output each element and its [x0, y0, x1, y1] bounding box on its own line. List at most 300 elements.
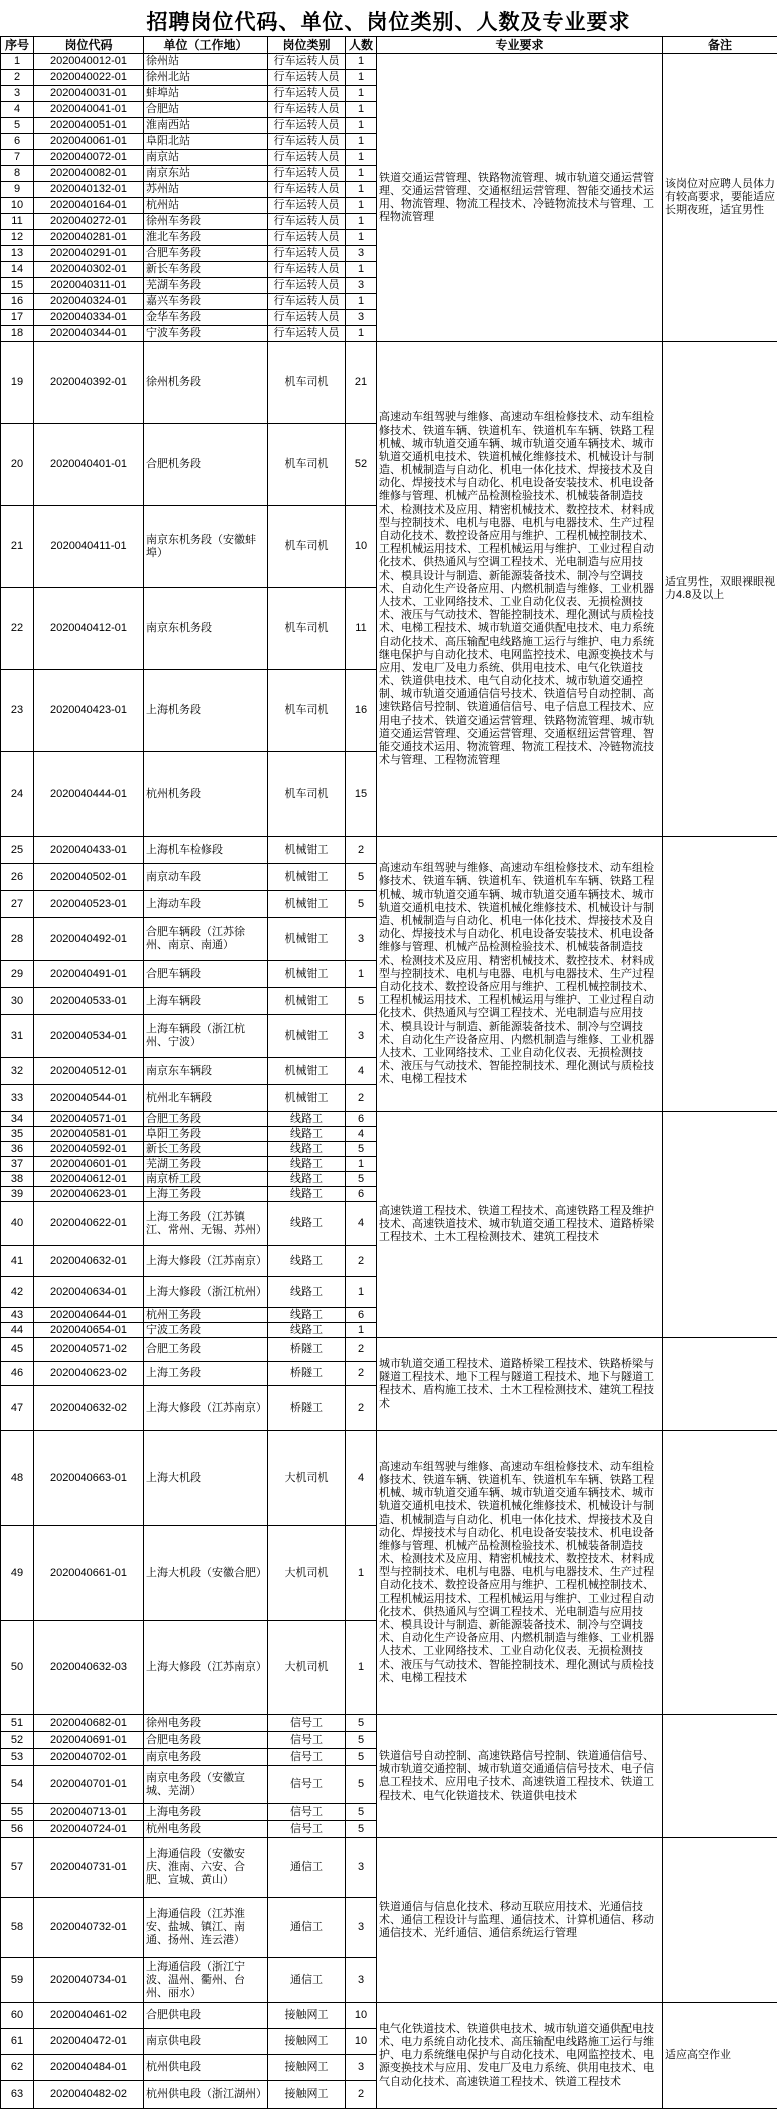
cell-code: 2020040571-01 [34, 1112, 144, 1127]
cell-category: 信号工 [268, 1715, 346, 1732]
cell-unit: 南京电务段 [144, 1749, 268, 1766]
cell-count: 5 [346, 1749, 377, 1766]
cell-category: 通信工 [268, 1838, 346, 1898]
cell-unit: 合肥车辆段 [144, 961, 268, 988]
cell-count: 1 [346, 150, 377, 166]
cell-unit: 宁波车务段 [144, 326, 268, 342]
cell-unit: 上海通信段（江苏淮安、盐城、镇江、南通、扬州、连云港） [144, 1898, 268, 1958]
cell-count: 1 [346, 1157, 377, 1172]
cell-unit: 淮南西站 [144, 118, 268, 134]
cell-unit: 上海机车检修段 [144, 837, 268, 864]
cell-seq: 55 [1, 1804, 34, 1821]
cell-count: 1 [346, 86, 377, 102]
cell-code: 2020040713-01 [34, 1804, 144, 1821]
cell-code: 2020040534-01 [34, 1015, 144, 1058]
cell-category: 行车运转人员 [268, 198, 346, 214]
cell-category: 机械钳工 [268, 837, 346, 864]
cell-unit: 阜阳工务段 [144, 1127, 268, 1142]
cell-unit: 蚌埠站 [144, 86, 268, 102]
table-row [1, 1338, 777, 1362]
cell-category: 行车运转人员 [268, 230, 346, 246]
cell-seq: 6 [1, 134, 34, 150]
cell-seq: 30 [1, 988, 34, 1015]
cell-unit: 合肥站 [144, 102, 268, 118]
cell-remark: 适宜男性，双眼裸眼视力4.8及以上 [663, 342, 777, 837]
cell-unit: 南京桥工段 [144, 1172, 268, 1187]
cell-code: 2020040622-01 [34, 1202, 144, 1246]
cell-unit: 南京站 [144, 150, 268, 166]
cell-category: 机械钳工 [268, 1015, 346, 1058]
cell-count: 10 [346, 506, 377, 588]
cell-count: 1 [346, 182, 377, 198]
cell-unit: 上海工务段（江苏镇江、常州、无锡、苏州） [144, 1202, 268, 1246]
cell-seq: 7 [1, 150, 34, 166]
table-row [1, 1431, 777, 1526]
cell-count: 5 [346, 1732, 377, 1749]
cell-seq: 23 [1, 670, 34, 752]
cell-code: 2020040612-01 [34, 1172, 144, 1187]
cell-category: 行车运转人员 [268, 214, 346, 230]
cell-count: 3 [346, 2055, 377, 2081]
cell-count: 2 [346, 1085, 377, 1112]
cell-count: 1 [346, 1277, 377, 1308]
cell-requirement: 铁道信号自动控制、高速铁路信号控制、铁道通信信号、城市轨道交通控制、城市轨道交通通信信号技术、电子信息工程技术、应用电子技术、高速铁道工程技术、铁道工程技术、电气化铁道技术、铁道供电技术 [377, 1715, 663, 1838]
cell-count: 4 [346, 1127, 377, 1142]
cell-code: 2020040433-01 [34, 837, 144, 864]
cell-code: 2020040581-01 [34, 1127, 144, 1142]
cell-unit: 芜湖工务段 [144, 1157, 268, 1172]
cell-category: 桥隧工 [268, 1338, 346, 1362]
cell-code: 2020040132-01 [34, 182, 144, 198]
table-row [1, 342, 777, 424]
cell-count: 15 [346, 752, 377, 837]
cell-count: 10 [346, 2029, 377, 2055]
cell-category: 线路工 [268, 1277, 346, 1308]
cell-seq: 10 [1, 198, 34, 214]
cell-category: 行车运转人员 [268, 294, 346, 310]
table-row [1, 1112, 777, 1127]
cell-code: 2020040281-01 [34, 230, 144, 246]
cell-code: 2020040601-01 [34, 1157, 144, 1172]
cell-category: 行车运转人员 [268, 70, 346, 86]
cell-category: 行车运转人员 [268, 310, 346, 326]
cell-code: 2020040592-01 [34, 1142, 144, 1157]
cell-unit: 南京东车辆段 [144, 1058, 268, 1085]
cell-seq: 48 [1, 1431, 34, 1526]
cell-unit: 新长车务段 [144, 262, 268, 278]
cell-unit: 合肥供电段 [144, 2003, 268, 2029]
cell-category: 线路工 [268, 1187, 346, 1202]
cell-category: 线路工 [268, 1308, 346, 1323]
cell-seq: 18 [1, 326, 34, 342]
cell-code: 2020040724-01 [34, 1821, 144, 1838]
cell-seq: 12 [1, 230, 34, 246]
cell-code: 2020040344-01 [34, 326, 144, 342]
cell-count: 1 [346, 70, 377, 86]
cell-count: 1 [346, 1526, 377, 1621]
cell-code: 2020040324-01 [34, 294, 144, 310]
cell-category: 机车司机 [268, 670, 346, 752]
cell-count: 3 [346, 1898, 377, 1958]
cell-unit: 徐州车务段 [144, 214, 268, 230]
cell-seq: 17 [1, 310, 34, 326]
cell-count: 3 [346, 246, 377, 262]
cell-count: 2 [346, 1386, 377, 1431]
cell-count: 3 [346, 310, 377, 326]
cell-category: 桥隧工 [268, 1386, 346, 1431]
cell-category: 线路工 [268, 1323, 346, 1338]
cell-count: 5 [346, 1766, 377, 1804]
cell-seq: 31 [1, 1015, 34, 1058]
cell-count: 1 [346, 230, 377, 246]
cell-unit: 新长工务段 [144, 1142, 268, 1157]
cell-unit: 淮北车务段 [144, 230, 268, 246]
cell-seq: 21 [1, 506, 34, 588]
cell-unit: 上海大修段（江苏南京） [144, 1386, 268, 1431]
cell-requirement: 高速铁道工程技术、铁道工程技术、高速铁路工程及维护技术、高速铁道技术、城市轨道交通工程技术、道路桥梁工程技术、土木工程检测技术、建筑工程技术 [377, 1112, 663, 1338]
cell-unit: 上海通信段（浙江宁波、温州、衢州、台州、丽水） [144, 1958, 268, 2003]
cell-seq: 53 [1, 1749, 34, 1766]
cell-code: 2020040061-01 [34, 134, 144, 150]
cell-unit: 徐州机务段 [144, 342, 268, 424]
cell-code: 2020040623-01 [34, 1187, 144, 1202]
cell-category: 信号工 [268, 1749, 346, 1766]
table-row [1, 837, 777, 864]
cell-count: 4 [346, 1202, 377, 1246]
cell-unit: 嘉兴车务段 [144, 294, 268, 310]
cell-count: 2 [346, 1362, 377, 1386]
header-row [1, 37, 777, 54]
cell-unit: 合肥车务段 [144, 246, 268, 262]
cell-category: 行车运转人员 [268, 182, 346, 198]
cell-category: 接触网工 [268, 2081, 346, 2109]
cell-category: 机械钳工 [268, 891, 346, 918]
cell-count: 5 [346, 891, 377, 918]
cell-seq: 28 [1, 918, 34, 961]
cell-unit: 徐州站 [144, 54, 268, 70]
cell-code: 2020040682-01 [34, 1715, 144, 1732]
cell-category: 机车司机 [268, 506, 346, 588]
cell-unit: 上海电务段 [144, 1804, 268, 1821]
cell-seq: 34 [1, 1112, 34, 1127]
cell-unit: 芜湖车务段 [144, 278, 268, 294]
cell-unit: 合肥机务段 [144, 424, 268, 506]
cell-seq: 4 [1, 102, 34, 118]
cell-category: 行车运转人员 [268, 262, 346, 278]
cell-category: 信号工 [268, 1804, 346, 1821]
cell-unit: 南京东站 [144, 166, 268, 182]
cell-category: 通信工 [268, 1898, 346, 1958]
cell-seq: 15 [1, 278, 34, 294]
cell-remark: 该岗位对应聘人员体力有较高要求，要能适应长期夜班，适宜男性 [663, 54, 777, 342]
cell-category: 行车运转人员 [268, 102, 346, 118]
cell-unit: 杭州电务段 [144, 1821, 268, 1838]
cell-seq: 51 [1, 1715, 34, 1732]
cell-code: 2020040401-01 [34, 424, 144, 506]
cell-count: 4 [346, 1431, 377, 1526]
cell-unit: 上海通信段（安徽安庆、淮南、六安、合肥、宣城、黄山） [144, 1838, 268, 1898]
cell-requirement: 高速动车组驾驶与维修、高速动车组检修技术、动车组检修技术、铁道车辆、铁道机车、铁道机车车辆、铁路工程机械、城市轨道交通车辆、城市轨道交通车辆技术、城市轨道交通机电技术、铁道机械化维修技术、机械设计与制造、机械制造与自动化、机电一体化技术、焊接技术及自动化、焊接技术与自动化、机电设备安装技术、机电设备维修与管理、机械产品检测检验技术、机械装备制造技术、检测技术及应用、精密机械技术、数控技术、材料成型与控制技术、电机与电器、电机与电器技术、生产过程自动化技术、数控设备应用与维护、工程机械控制技术、工程机械运用技术、工程机械运用与维护、工业过程自动化技术、供热通风与空调工程技术、光电制造与应用技术、模具设计与制造、新能源装备技术、制冷与空调技术、自动化生产设备应用、内燃机制造与维修、工业机器人技术、工业网络技术、工业自动化仪表、无损检测技术、液压与气动技术、智能控制技术、理化测试与质检技术、电梯工程技术、城市轨道交通供配电技术、电力系统自动化技术、高压输配电线路施工运行与维护、电力系统继电保护与自动化技术、电网监控技术、电源变换技术与应用、发电厂及电力系统、供用电技术、电气化铁道技术、铁道供电技术、电气自动化技术、城市轨道交通控制、城市轨道交通通信信号技术、铁道信号自动控制、高速铁路信号控制、铁道通信信号、电子信息工程技术、应用电子技术、铁道交通运营管理、铁路物流管理、城市轨道交通运营管理、交通运营管理、交通枢纽运营管理、智能交通技术运用、物流管理、物流工程技术、冷链物流技术与管理、工程物流管理 [377, 342, 663, 837]
cell-remark [663, 1112, 777, 1338]
cell-seq: 36 [1, 1142, 34, 1157]
column-header-1: 岗位代码 [34, 37, 144, 54]
cell-remark [663, 1338, 777, 1431]
cell-seq: 58 [1, 1898, 34, 1958]
cell-category: 机车司机 [268, 588, 346, 670]
cell-seq: 14 [1, 262, 34, 278]
column-header-6: 备注 [663, 37, 777, 54]
cell-count: 2 [346, 2081, 377, 2109]
cell-seq: 49 [1, 1526, 34, 1621]
cell-seq: 63 [1, 2081, 34, 2109]
cell-code: 2020040644-01 [34, 1308, 144, 1323]
cell-count: 5 [346, 1142, 377, 1157]
cell-code: 2020040654-01 [34, 1323, 144, 1338]
cell-code: 2020040031-01 [34, 86, 144, 102]
cell-code: 2020040484-01 [34, 2055, 144, 2081]
cell-code: 2020040392-01 [34, 342, 144, 424]
cell-count: 1 [346, 214, 377, 230]
cell-seq: 5 [1, 118, 34, 134]
cell-seq: 37 [1, 1157, 34, 1172]
cell-unit: 杭州北车辆段 [144, 1085, 268, 1112]
cell-count: 4 [346, 1058, 377, 1085]
column-header-2: 单位（工作地） [144, 37, 268, 54]
cell-unit: 合肥车辆段（江苏徐州、南京、南通） [144, 918, 268, 961]
cell-seq: 3 [1, 86, 34, 102]
cell-unit: 上海车辆段（浙江杭州、宁波） [144, 1015, 268, 1058]
cell-unit: 阜阳北站 [144, 134, 268, 150]
cell-category: 机械钳工 [268, 918, 346, 961]
cell-seq: 24 [1, 752, 34, 837]
cell-count: 16 [346, 670, 377, 752]
cell-seq: 35 [1, 1127, 34, 1142]
cell-code: 2020040051-01 [34, 118, 144, 134]
cell-requirement: 高速动车组驾驶与维修、高速动车组检修技术、动车组检修技术、铁道车辆、铁道机车、铁道机车车辆、铁路工程机械、城市轨道交通车辆、城市轨道交通车辆技术、城市轨道交通机电技术、铁道机械化维修技术、机械设计与制造、机械制造与自动化、机电一体化技术、焊接技术及自动化、焊接技术与自动化、机电设备安装技术、机电设备维修与管理、机械产品检测检验技术、机械装备制造技术、检测技术及应用、精密机械技术、数控技术、材料成型与控制技术、电机与电器、电机与电器技术、生产过程自动化技术、数控设备应用与维护、工程机械控制技术、工程机械运用技术、工程机械运用与维护、工业过程自动化技术、供热通风与空调工程技术、光电制造与应用技术、模具设计与制造、新能源装备技术、制冷与空调技术、自动化生产设备应用、内燃机制造与维修、工业机器人技术、工业网络技术、工业自动化仪表、无损检测技术、液压与气动技术、智能控制技术、理化测试与质检技术、电梯工程技术 [377, 1431, 663, 1715]
cell-code: 2020040661-01 [34, 1526, 144, 1621]
cell-count: 1 [346, 262, 377, 278]
cell-code: 2020040444-01 [34, 752, 144, 837]
cell-code: 2020040423-01 [34, 670, 144, 752]
cell-category: 行车运转人员 [268, 134, 346, 150]
cell-seq: 19 [1, 342, 34, 424]
cell-count: 2 [346, 1338, 377, 1362]
table-row [1, 54, 777, 70]
cell-code: 2020040623-02 [34, 1362, 144, 1386]
cell-category: 机械钳工 [268, 864, 346, 891]
cell-count: 1 [346, 134, 377, 150]
cell-count: 3 [346, 1958, 377, 2003]
cell-code: 2020040272-01 [34, 214, 144, 230]
cell-seq: 40 [1, 1202, 34, 1246]
cell-seq: 20 [1, 424, 34, 506]
cell-code: 2020040291-01 [34, 246, 144, 262]
cell-seq: 32 [1, 1058, 34, 1085]
cell-category: 信号工 [268, 1821, 346, 1838]
cell-category: 接触网工 [268, 2055, 346, 2081]
cell-category: 接触网工 [268, 2029, 346, 2055]
cell-category: 机械钳工 [268, 988, 346, 1015]
cell-category: 线路工 [268, 1157, 346, 1172]
cell-seq: 57 [1, 1838, 34, 1898]
cell-seq: 26 [1, 864, 34, 891]
cell-seq: 1 [1, 54, 34, 70]
cell-code: 2020040311-01 [34, 278, 144, 294]
cell-code: 2020040412-01 [34, 588, 144, 670]
cell-count: 3 [346, 1015, 377, 1058]
cell-category: 线路工 [268, 1172, 346, 1187]
cell-unit: 上海大机段（安徽合肥） [144, 1526, 268, 1621]
table-row [1, 1838, 777, 1898]
cell-category: 大机司机 [268, 1431, 346, 1526]
cell-category: 行车运转人员 [268, 150, 346, 166]
cell-unit: 南京电务段（安徽宣城、芜湖） [144, 1766, 268, 1804]
cell-requirement: 铁道交通运营管理、铁路物流管理、城市轨道交通运营管理、交通运营管理、交通枢纽运营管理、智能交通技术运用、物流管理、物流工程技术、冷链物流技术与管理、工程物流管理 [377, 54, 663, 342]
cell-unit: 上海车辆段 [144, 988, 268, 1015]
cell-unit: 南京东机务段（安徽蚌埠） [144, 506, 268, 588]
cell-remark [663, 1838, 777, 2003]
cell-code: 2020040734-01 [34, 1958, 144, 2003]
cell-category: 机车司机 [268, 342, 346, 424]
cell-unit: 南京东机务段 [144, 588, 268, 670]
cell-category: 行车运转人员 [268, 278, 346, 294]
cell-code: 2020040512-01 [34, 1058, 144, 1085]
cell-seq: 42 [1, 1277, 34, 1308]
cell-remark [663, 837, 777, 1112]
column-header-3: 岗位类别 [268, 37, 346, 54]
cell-unit: 杭州供电段（浙江湖州） [144, 2081, 268, 2109]
cell-seq: 2 [1, 70, 34, 86]
cell-count: 5 [346, 1715, 377, 1732]
cell-category: 通信工 [268, 1958, 346, 2003]
cell-category: 机械钳工 [268, 1085, 346, 1112]
cell-code: 2020040491-01 [34, 961, 144, 988]
cell-code: 2020040482-02 [34, 2081, 144, 2109]
cell-seq: 25 [1, 837, 34, 864]
cell-code: 2020040571-02 [34, 1338, 144, 1362]
cell-unit: 南京供电段 [144, 2029, 268, 2055]
cell-seq: 62 [1, 2055, 34, 2081]
cell-count: 10 [346, 2003, 377, 2029]
cell-count: 1 [346, 166, 377, 182]
cell-code: 2020040702-01 [34, 1749, 144, 1766]
cell-seq: 16 [1, 294, 34, 310]
cell-seq: 54 [1, 1766, 34, 1804]
cell-remark [663, 1715, 777, 1838]
cell-category: 机车司机 [268, 424, 346, 506]
cell-code: 2020040411-01 [34, 506, 144, 588]
cell-unit: 杭州站 [144, 198, 268, 214]
cell-category: 行车运转人员 [268, 166, 346, 182]
cell-seq: 8 [1, 166, 34, 182]
cell-seq: 43 [1, 1308, 34, 1323]
cell-count: 1 [346, 294, 377, 310]
cell-count: 3 [346, 278, 377, 294]
cell-code: 2020040041-01 [34, 102, 144, 118]
cell-unit: 宁波工务段 [144, 1323, 268, 1338]
table-row [1, 2003, 777, 2029]
cell-code: 2020040732-01 [34, 1898, 144, 1958]
cell-seq: 41 [1, 1246, 34, 1277]
cell-category: 大机司机 [268, 1621, 346, 1715]
cell-seq: 59 [1, 1958, 34, 2003]
cell-code: 2020040701-01 [34, 1766, 144, 1804]
cell-code: 2020040082-01 [34, 166, 144, 182]
cell-count: 1 [346, 102, 377, 118]
cell-seq: 33 [1, 1085, 34, 1112]
cell-count: 1 [346, 1621, 377, 1715]
cell-seq: 38 [1, 1172, 34, 1187]
cell-unit: 合肥工务段 [144, 1338, 268, 1362]
cell-count: 5 [346, 988, 377, 1015]
cell-count: 2 [346, 1246, 377, 1277]
cell-count: 2 [346, 837, 377, 864]
cell-code: 2020040492-01 [34, 918, 144, 961]
cell-category: 桥隧工 [268, 1362, 346, 1386]
cell-remark: 适应高空作业 [663, 2003, 777, 2109]
cell-seq: 9 [1, 182, 34, 198]
cell-count: 1 [346, 1323, 377, 1338]
cell-count: 5 [346, 1172, 377, 1187]
cell-seq: 11 [1, 214, 34, 230]
cell-seq: 13 [1, 246, 34, 262]
cell-count: 3 [346, 1838, 377, 1898]
cell-seq: 29 [1, 961, 34, 988]
cell-seq: 52 [1, 1732, 34, 1749]
cell-seq: 39 [1, 1187, 34, 1202]
cell-seq: 47 [1, 1386, 34, 1431]
cell-code: 2020040663-01 [34, 1431, 144, 1526]
cell-remark [663, 1431, 777, 1715]
cell-seq: 22 [1, 588, 34, 670]
cell-seq: 61 [1, 2029, 34, 2055]
cell-code: 2020040334-01 [34, 310, 144, 326]
cell-count: 1 [346, 118, 377, 134]
cell-unit: 上海大机段 [144, 1431, 268, 1526]
cell-unit: 苏州站 [144, 182, 268, 198]
cell-unit: 合肥工务段 [144, 1112, 268, 1127]
cell-unit: 上海大修段（江苏南京） [144, 1246, 268, 1277]
column-header-4: 人数 [346, 37, 377, 54]
cell-unit: 合肥电务段 [144, 1732, 268, 1749]
cell-code: 2020040691-01 [34, 1732, 144, 1749]
cell-requirement: 电气化铁道技术、铁道供电技术、城市轨道交通供配电技术、电力系统自动化技术、高压输配电线路施工运行与维护、电力系统继电保护与自动化技术、电网监控技术、电源变换技术与应用、发电厂及电力系统、供用电技术、电气自动化技术、高速铁道工程技术、铁道工程技术 [377, 2003, 663, 2109]
cell-count: 11 [346, 588, 377, 670]
cell-seq: 56 [1, 1821, 34, 1838]
column-header-5: 专业要求 [377, 37, 663, 54]
cell-code: 2020040523-01 [34, 891, 144, 918]
column-header-0: 序号 [1, 37, 34, 54]
cell-unit: 上海动车段 [144, 891, 268, 918]
cell-unit: 上海大修段（江苏南京） [144, 1621, 268, 1715]
cell-count: 3 [346, 918, 377, 961]
cell-category: 线路工 [268, 1112, 346, 1127]
cell-code: 2020040731-01 [34, 1838, 144, 1898]
cell-requirement: 铁道通信与信息化技术、移动互联应用技术、光通信技术、通信工程设计与监理、通信技术、计算机通信、移动通信技术、光纤通信、通信系统运行管理 [377, 1838, 663, 2003]
cell-unit: 徐州北站 [144, 70, 268, 86]
cell-category: 信号工 [268, 1766, 346, 1804]
cell-count: 1 [346, 54, 377, 70]
cell-category: 线路工 [268, 1202, 346, 1246]
cell-unit: 南京动车段 [144, 864, 268, 891]
cell-seq: 27 [1, 891, 34, 918]
cell-count: 6 [346, 1187, 377, 1202]
cell-code: 2020040632-02 [34, 1386, 144, 1431]
cell-requirement: 高速动车组驾驶与维修、高速动车组检修技术、动车组检修技术、铁道车辆、铁道机车、铁道机车车辆、铁路工程机械、城市轨道交通车辆、城市轨道交通车辆技术、城市轨道交通机电技术、铁道机械化维修技术、机械设计与制造、机械制造与自动化、机电一体化技术、焊接技术及自动化、焊接技术与自动化、机电设备安装技术、机电设备维修与管理、机械产品检测检验技术、机械装备制造技术、检测技术及应用、精密机械技术、数控技术、材料成型与控制技术、电机与电器、电机与电器技术、生产过程自动化技术、数控设备应用与维护、工程机械控制技术、工程机械运用技术、工程机械运用与维护、工业过程自动化技术、供热通风与空调工程技术、光电制造与应用技术、模具设计与制造、新能源装备技术、制冷与空调技术、自动化生产设备应用、内燃机制造与维修、工业机器人技术、工业网络技术、工业自动化仪表、无损检测技术、液压与气动技术、智能控制技术、理化测试与质检技术、电梯工程技术 [377, 837, 663, 1112]
cell-unit: 上海机务段 [144, 670, 268, 752]
cell-count: 6 [346, 1112, 377, 1127]
cell-code: 2020040502-01 [34, 864, 144, 891]
